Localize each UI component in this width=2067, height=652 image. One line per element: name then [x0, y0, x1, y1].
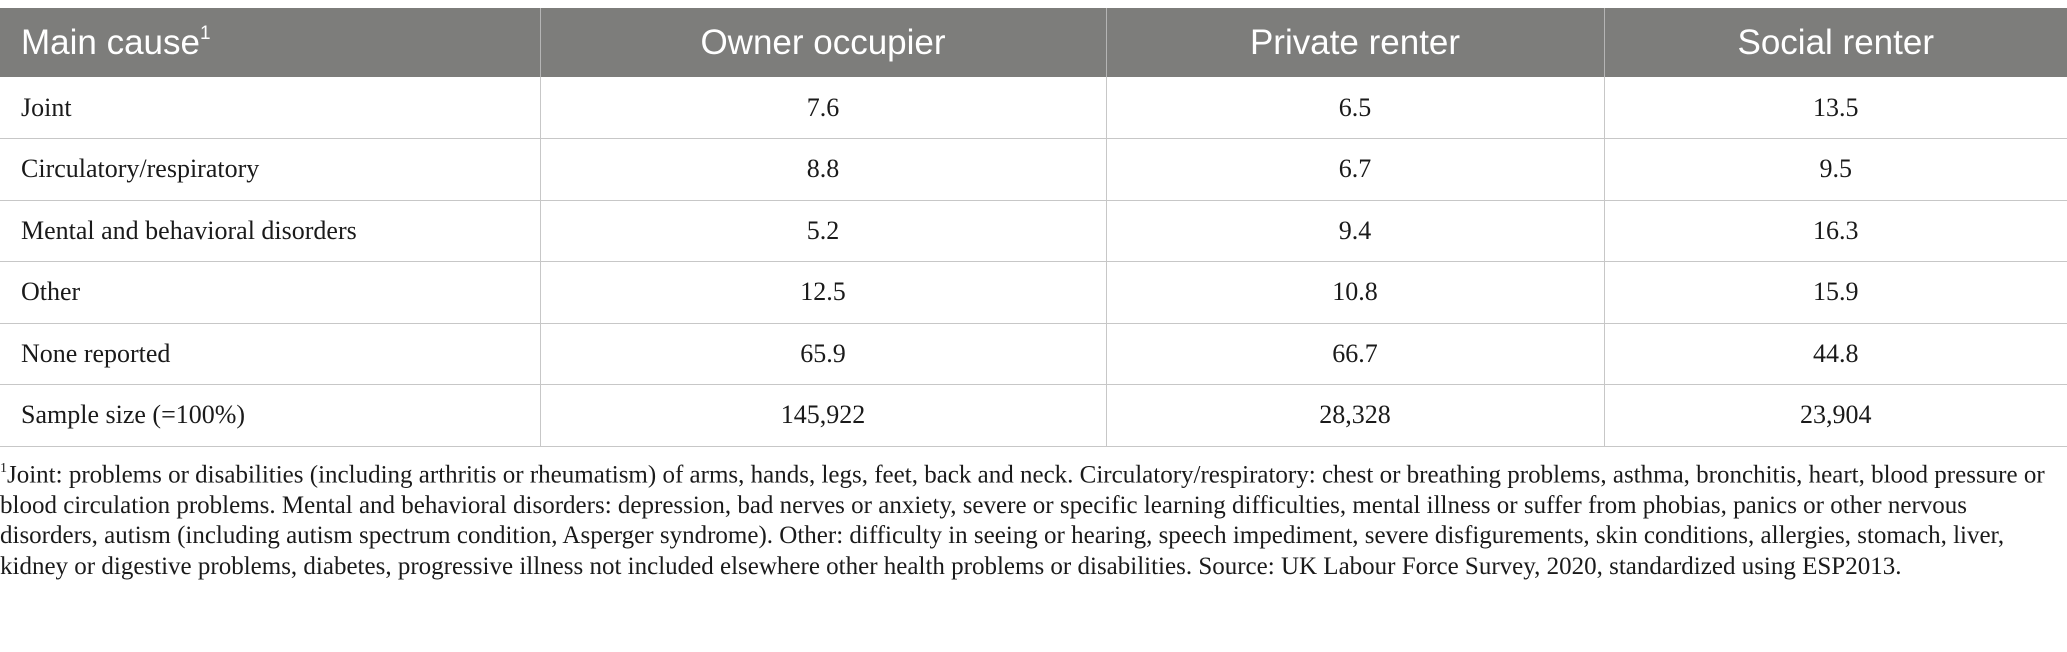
data-table — [0, 8, 2067, 447]
cell-private-renter: 28,328 — [1106, 385, 1604, 447]
cell-owner-occupier: 145,922 — [540, 385, 1106, 447]
cell-private-renter: 9.4 — [1106, 200, 1604, 262]
header-private-renter: Private renter — [1106, 8, 1604, 77]
cell-private-renter: 6.5 — [1106, 77, 1604, 139]
cell-social-renter: 23,904 — [1604, 385, 2067, 447]
cell-owner-occupier: 7.6 — [540, 77, 1106, 139]
header-row — [0, 8, 2067, 77]
table-row — [0, 139, 2067, 201]
data-table-container — [0, 8, 2067, 447]
cell-social-renter: 15.9 — [1604, 262, 2067, 324]
cell-social-renter: 16.3 — [1604, 200, 2067, 262]
table-row — [0, 200, 2067, 262]
header-main-cause — [0, 8, 540, 77]
header-main-cause-label: Main cause — [21, 22, 200, 62]
table-row — [0, 262, 2067, 324]
table-row — [0, 323, 2067, 385]
table-body — [0, 77, 2067, 446]
table-footnote — [0, 455, 2060, 582]
header-social-renter: Social renter — [1737, 22, 1934, 62]
table-row — [0, 385, 2067, 447]
cell-social-renter: 13.5 — [1604, 77, 2067, 139]
footnote-text: Joint: problems or disabilities (including arthritis or rheumatism) of arms, hands, legs, feet, back and neck. Circulatory/respiratory: chest or breathing problems, asthma, bronchitis, heart, blood pressure or blood circulation problems. Mental and behavioral disorders: depression, bad nerves or anxiety, severe or specific learning difficulties, mental illness or suffer from phobias, panics or other nervous disorders, autism (including autism spectrum condition, Asperger syndrome). Other: difficulty in seeing or hearing, speech impediment, severe disfigurements, skin conditions, allergies, stomach, liver, kidney or digestive problems, diabetes, progressive illness not included elsewhere other health problems or disabilities. Source: UK Labour Force Survey, 2020, standardized using ESP2013. — [0, 461, 2045, 580]
cell-owner-occupier: 5.2 — [540, 200, 1106, 262]
cell-private-renter: 10.8 — [1106, 262, 1604, 324]
cell-private-renter: 6.7 — [1106, 139, 1604, 201]
cell-social-renter: 9.5 — [1604, 139, 2067, 201]
cell-private-renter: 66.7 — [1106, 323, 1604, 385]
cell-social-renter: 44.8 — [1604, 323, 2067, 385]
row-label: Mental and behavioral disorders — [0, 200, 540, 262]
table-header — [0, 8, 2067, 77]
row-label: Sample size (=100%) — [0, 385, 540, 447]
row-label: Joint — [0, 77, 540, 139]
header-owner-occupier: Owner occupier — [540, 8, 1106, 77]
row-label: None reported — [0, 323, 540, 385]
cell-owner-occupier: 8.8 — [540, 139, 1106, 201]
footnote-marker: 1 — [0, 461, 7, 476]
row-label: Other — [0, 262, 540, 324]
row-label: Circulatory/respiratory — [0, 139, 540, 201]
cell-owner-occupier: 65.9 — [540, 323, 1106, 385]
table-row — [0, 77, 2067, 139]
cell-owner-occupier: 12.5 — [540, 262, 1106, 324]
footnote-marker: 1 — [199, 22, 211, 44]
